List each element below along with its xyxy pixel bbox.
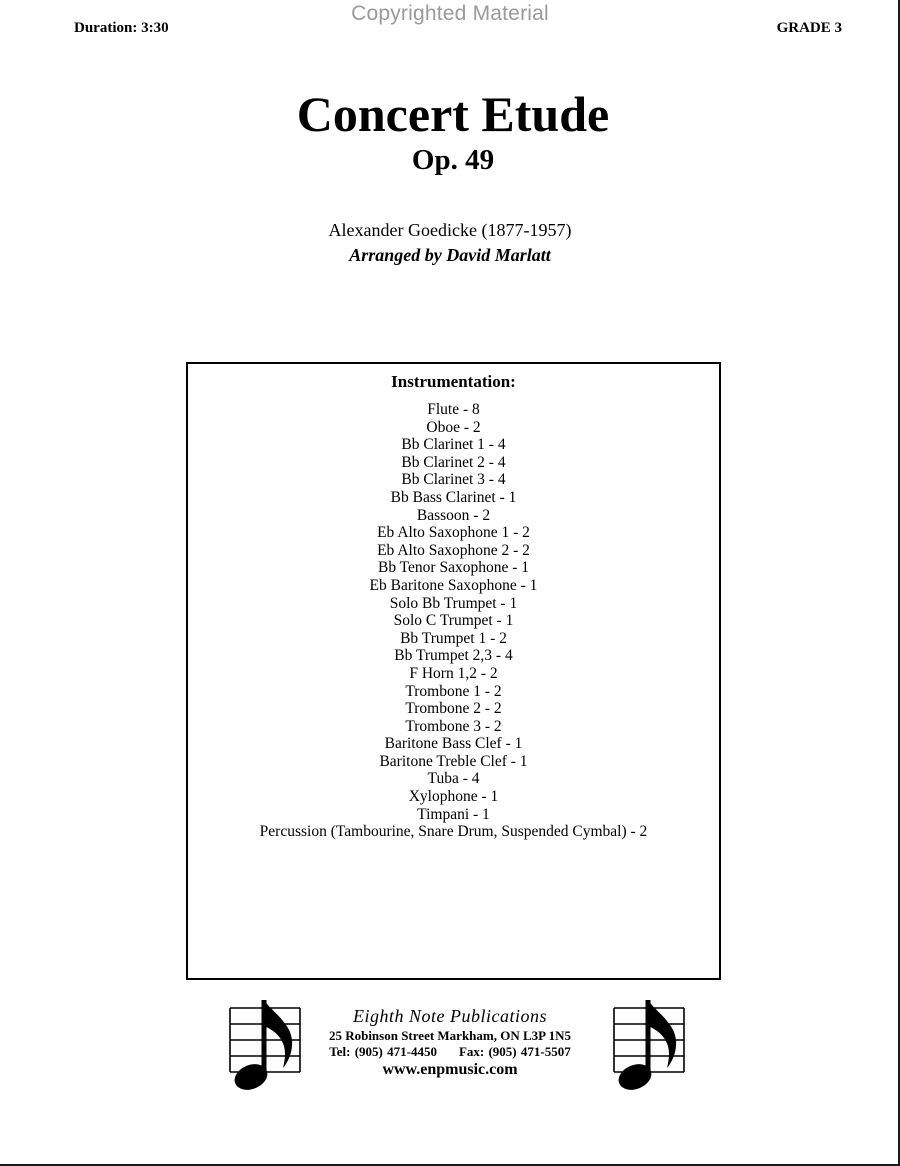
instrumentation-box [186, 362, 721, 980]
grade-label: GRADE 3 [776, 20, 842, 36]
page-title: Concert Etude [296, 86, 610, 142]
instrument-item: Percussion (Tambourine, Snare Drum, Suspended Cymbal) - 2 [259, 823, 648, 841]
instrument-item: Timpani - 1 [417, 805, 490, 823]
instrumentation-heading: Instrumentation: [391, 372, 516, 391]
eighth-note-logo-icon [610, 1000, 686, 1092]
instrument-item: Oboe - 2 [426, 418, 481, 436]
instrument-item: Bb Trumpet 2,3 - 4 [394, 647, 513, 665]
composer-credit: Alexander Goedicke (1877-1957) [328, 220, 572, 240]
instrumentation-list [188, 401, 719, 841]
instrument-item: Flute - 8 [427, 401, 480, 418]
instrument-item: Bb Clarinet 3 - 4 [401, 471, 506, 489]
instrument-item: F Horn 1,2 - 2 [409, 664, 498, 682]
instrument-item: Xylophone - 1 [408, 788, 499, 806]
instrument-item: Bb Clarinet 1 - 4 [401, 436, 506, 454]
instrument-item: Trombone 3 - 2 [405, 717, 502, 735]
instrument-item: Baritone Treble Clef - 1 [379, 752, 528, 770]
instrument-item: Eb Baritone Saxophone - 1 [369, 576, 538, 594]
publisher-website: www.enpmusic.com [382, 1061, 518, 1078]
duration-label: Duration: 3:30 [74, 20, 169, 36]
instrument-item: Bb Trumpet 1 - 2 [400, 629, 507, 647]
publisher-contact [0, 1044, 900, 1060]
instrument-item: Trombone 2 - 2 [405, 700, 502, 718]
instrument-item: Baritone Bass Clef - 1 [384, 735, 523, 753]
copyright-watermark: Copyrighted Material [351, 2, 549, 25]
publisher-footer [0, 1000, 900, 1100]
instrument-item: Solo Bb Trumpet - 1 [389, 594, 518, 612]
instrument-item: Tuba - 4 [427, 770, 480, 788]
instrument-item: Bb Tenor Saxophone - 1 [377, 559, 530, 577]
instrument-item: Eb Alto Saxophone 1 - 2 [377, 524, 530, 542]
instrument-item: Trombone 1 - 2 [405, 682, 502, 700]
opus-number: Op. 49 [411, 144, 495, 176]
instrument-item: Solo C Trumpet - 1 [393, 612, 514, 630]
instrument-item: Bassoon - 2 [416, 506, 491, 524]
instrument-item: Bb Bass Clarinet - 1 [390, 488, 517, 506]
arranger-credit: Arranged by David Marlatt [349, 245, 551, 265]
publisher-address: 25 Robinson Street Markham, ON L3P 1N5 [328, 1028, 572, 1043]
instrument-item: Eb Alto Saxophone 2 - 2 [377, 541, 530, 559]
instrument-item: Bb Clarinet 2 - 4 [401, 453, 506, 471]
publisher-tel: Tel: (905) 471-4450 [329, 1044, 437, 1059]
publisher-fax: Fax: (905) 471-5507 [458, 1044, 571, 1059]
publisher-name: Eighth Note Publications [353, 1006, 547, 1026]
